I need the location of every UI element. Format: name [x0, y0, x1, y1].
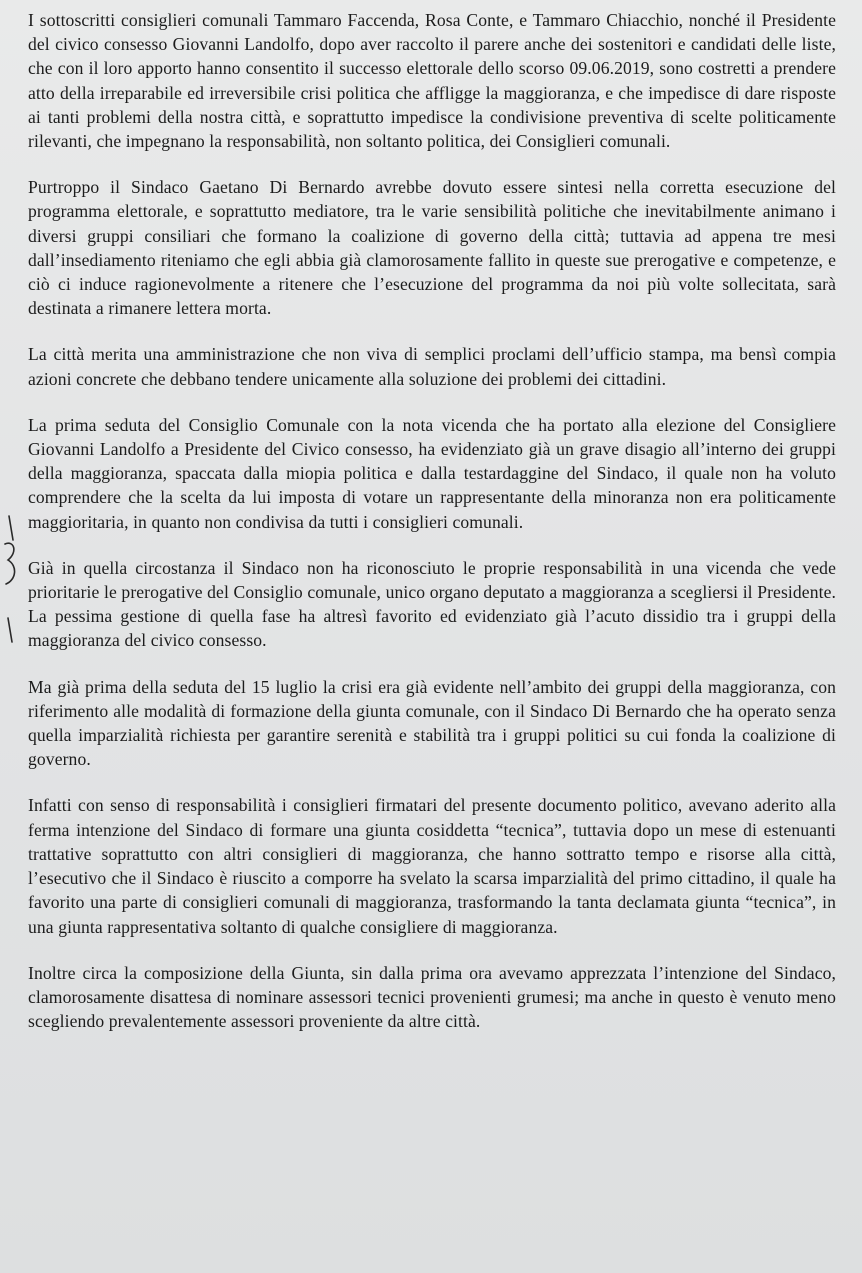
handwritten-margin-mark — [0, 510, 22, 650]
paragraph-8: Inoltre circa la composizione della Giunta, sin dalla prima ora avevamo apprezzata l’intenzione del Sindaco, clamorosamente disattesa di nominare assessori tecnici provenienti grumesi; ma anche in questo è venuto meno scegliendo prevalentemente assessori proveniente da altre città. — [28, 962, 836, 1032]
paragraph-1: I sottoscritti consiglieri comunali Tammaro Faccenda, Rosa Conte, e Tammaro Chiacchio, nonché il Presidente del civico consesso Giovanni Landolfo, dopo aver raccolto il parere anche dei sostenitori e candidati delle liste, che con il loro apporto hanno consentito il successo elettorale dello scorso 09.06.2019, sono costretti a prendere atto della irreparabile ed irreversibile crisi politica che affligge la maggioranza, e che impedisce di dare risposte ai tanti problemi della nostra città, e soprattutto impedisce la condivisione preventiva di scelte politicamente rilevanti, che impegnano la responsabilità, non soltanto politica, dei Consiglieri comunali. — [28, 10, 836, 152]
paragraph-6: Ma già prima della seduta del 15 luglio la crisi era già evidente nell’ambito dei gruppi della maggioranza, con riferimento alle modalità di formazione della giunta comunale, con il Sindaco Di Bernardo che ha operato senza quella imparzialità richiesta per garantire serenità e stabilità tra i gruppi politici su cui fonda la coalizione di governo. — [28, 676, 836, 770]
paragraph-5: Già in quella circostanza il Sindaco non ha riconosciuto le proprie responsabilità in una vicenda che vede prioritarie le prerogative del Consiglio comunale, unico organo deputato a maggioranza a scegliersi il Presidente. La pessima gestione di quella fase ha altresì favorito ed evidenziato già l’acuto dissidio tra i gruppi della maggioranza del civico consesso. — [28, 557, 836, 651]
paragraph-7: Infatti con senso di responsabilità i consiglieri firmatari del presente documento politico, avevano aderito alla ferma intenzione del Sindaco di formare una giunta cosiddetta “tecnica”, tuttavia dopo un mese di estenuanti trattative soprattutto con altri consiglieri di maggioranza, che hanno sottratto tempo e risorse alla città, l’esecutivo che il Sindaco è riuscito a comporre ha svelato la scarsa imparzialità del primo cittadino, il quale ha favorito una parte di consiglieri comunali di maggioranza, trasformando la tanta declamata giunta “tecnica”, in una giunta rappresentativa soltanto di qualche consigliere di maggioranza. — [28, 795, 836, 937]
paragraph-4: La prima seduta del Consiglio Comunale con la nota vicenda che ha portato alla elezione del Consigliere Giovanni Landolfo a Presidente del Civico consesso, ha evidenziato già un grave disagio all’interno dei gruppi della maggioranza, spaccata dalla miopia politica e dalla testardaggine del Sindaco, il quale non ha voluto comprendere che la scelta da lui imposta di votare un rappresentante della minoranza non era politicamente maggioritaria, in quanto non condivisa da tutti i consiglieri comunali. — [28, 414, 836, 532]
paragraph-2: Purtroppo il Sindaco Gaetano Di Bernardo avrebbe dovuto essere sintesi nella corretta esecuzione del programma elettorale, e soprattutto mediatore, tra le varie sensibilità politiche che inevitabilmente animano i diversi gruppi consiliari che formano la coalizione di governo della città; tuttavia ad appena tre mesi dall’insediamento riteniamo che egli abbia già clamorosamente fallito in queste sue prerogative e competenze, e ciò ci induce ragionevolmente a ritenere che l’esecuzione del programma da noi più volte sollecitata, sarà destinata a rimanere lettera morta. — [28, 177, 836, 319]
document-body — [28, 8, 836, 1055]
paragraph-3: La città merita una amministrazione che non viva di semplici proclami dell’ufficio stampa, ma bensì compia azioni concrete che debbano tendere unicamente alla soluzione dei problemi dei cittadini. — [28, 344, 836, 389]
